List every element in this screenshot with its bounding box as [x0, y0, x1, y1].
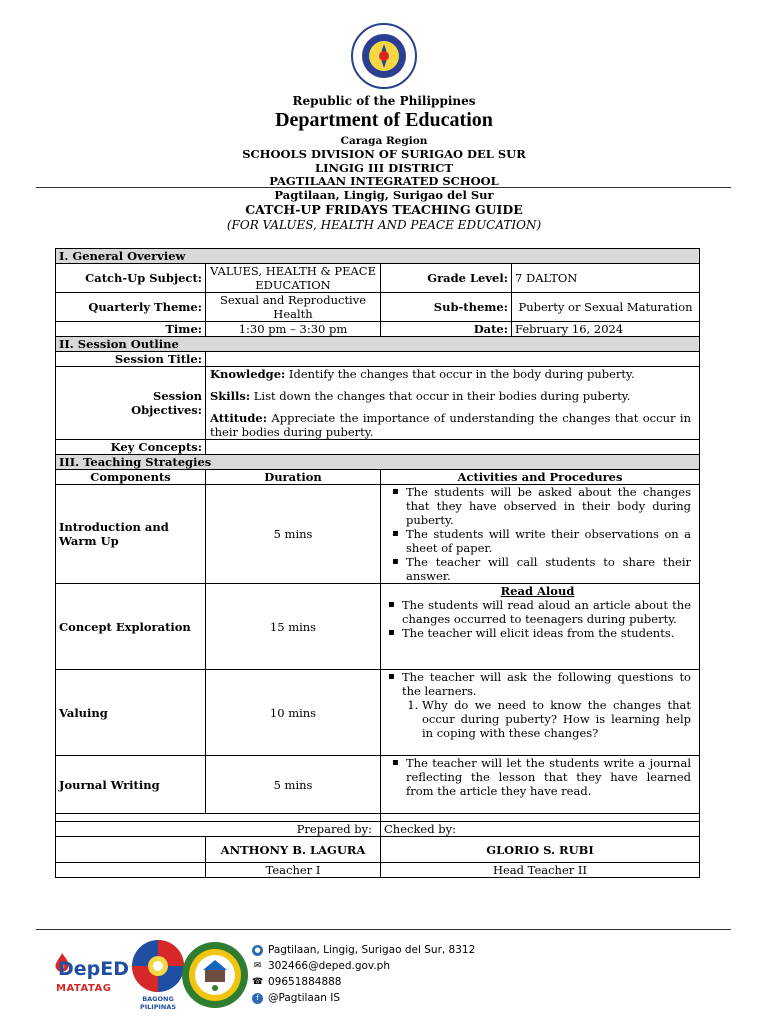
duration-concept: 15 mins: [206, 584, 381, 670]
contact-email: [252, 958, 475, 974]
session-title-value: [206, 352, 700, 367]
school-seal-icon: [180, 940, 250, 1010]
skills-label: Skills:: [210, 389, 251, 403]
bagong-pilipinas-text: BAGONG PILIPINAS: [139, 995, 177, 1011]
section-general-overview: I. General Overview: [56, 249, 700, 264]
activities-valuing: [381, 670, 700, 756]
component-valuing: Valuing: [56, 670, 206, 756]
checked-by-label: Checked by:: [381, 822, 700, 837]
list-item: ▪ The students will read aloud an article about the changes occurred to teenagers during puberty.: [402, 598, 691, 626]
col-components: Components: [56, 470, 206, 485]
section-session-outline: II. Session Outline: [56, 337, 700, 352]
document-title: CATCH-UP FRIDAYS TEACHING GUIDE: [245, 202, 523, 217]
facebook-icon: f: [252, 993, 263, 1004]
region-line: Caraga Region: [340, 135, 428, 147]
email-icon: ✉: [253, 960, 262, 971]
duration-journal: 5 mins: [206, 756, 381, 814]
contact-phone-text: 09651884888: [268, 976, 342, 988]
session-title-label: Session Title:: [56, 352, 206, 367]
phone-icon: ☎: [252, 976, 264, 987]
component-journal: Journal Writing: [56, 756, 206, 814]
key-concepts-value: [206, 440, 700, 455]
prepared-by-title: Teacher I: [206, 863, 381, 878]
footer-divider: [36, 929, 731, 930]
time-label: Time:: [56, 322, 206, 337]
objectives-label-line1: Session: [153, 389, 202, 403]
activities-journal: [381, 756, 700, 814]
duration-intro: 5 mins: [206, 485, 381, 584]
objectives-label-line2: Objectives:: [131, 403, 202, 417]
question-item: 1. Why do we need to know the changes that occur during puberty? How is learning help in coping with these changes?: [422, 698, 691, 740]
attitude-label: Attitude:: [210, 411, 267, 425]
spacer-cell: [381, 814, 700, 822]
subtheme-value: Puberty or Sexual Maturation: [512, 293, 700, 322]
section-teaching-strategies: III. Teaching Strategies: [56, 455, 700, 470]
deped-seal-icon: [344, 22, 424, 90]
contact-phone: [252, 974, 475, 990]
time-value: 1:30 pm – 3:30 pm: [206, 322, 381, 337]
republic-line: Republic of the Philippines: [292, 94, 476, 108]
subject-label: Catch-Up Subject:: [56, 264, 206, 293]
grade-label: Grade Level:: [381, 264, 512, 293]
col-duration: Duration: [206, 470, 381, 485]
signature-blank: [56, 863, 206, 878]
subtheme-label: Sub-theme:: [381, 293, 512, 322]
key-concepts-label: Key Concepts:: [56, 440, 206, 455]
checked-by-name: GLORIO S. RUBI: [381, 837, 700, 863]
list-item: ▪ The teacher will call students to share their answer.: [406, 555, 691, 583]
grade-value: 7 DALTON: [512, 264, 700, 293]
contact-facebook: [252, 990, 475, 1006]
deped-wordmark: DepED: [58, 958, 130, 980]
contact-address-text: Pagtilaan, Lingig, Surigao del Sur, 8312: [268, 944, 476, 956]
address-line: Pagtilaan, Lingig, Surigao del Sur: [274, 187, 494, 202]
theme-value: Sexual and Reproductive Health: [206, 293, 381, 322]
prepared-by-label: Prepared by:: [56, 822, 381, 837]
list-item: ▪ The teacher will ask the following questions to the learners.: [402, 670, 691, 698]
subject-value: VALUES, HEALTH & PEACE EDUCATION: [206, 264, 381, 293]
knowledge-text: Identify the changes that occur in the body during puberty.: [285, 367, 635, 381]
objectives-label: [56, 367, 206, 440]
header-divider: [36, 187, 731, 188]
objectives-content: [206, 367, 700, 440]
school-line: PAGTILAAN INTEGRATED SCHOOL: [269, 174, 499, 188]
list-item: ▪ The students will write their observations on a sheet of paper.: [406, 527, 691, 555]
read-aloud-heading: Read Aloud: [500, 584, 575, 598]
knowledge-label: Knowledge:: [210, 367, 286, 381]
department-name: Department of Education: [275, 109, 493, 131]
list-item: ▪ The teacher will elicit ideas from the students.: [402, 626, 691, 640]
list-item: ▪ The teacher will let the students write a journal reflecting the lesson that they have learned from the article they have read.: [406, 756, 691, 798]
component-concept: Concept Exploration: [56, 584, 206, 670]
skills-text: List down the changes that occur in their bodies during puberty.: [250, 389, 631, 403]
letterhead: [0, 22, 768, 202]
component-intro: Introduction and Warm Up: [56, 485, 206, 584]
district-line: LINGIG III DISTRICT: [314, 160, 453, 175]
bagong-pilipinas-logo: [130, 938, 186, 1010]
duration-valuing: 10 mins: [206, 670, 381, 756]
activities-concept: [381, 584, 700, 670]
signature-blank: [56, 837, 206, 863]
location-pin-icon: ●: [252, 945, 263, 956]
deped-matatag-logo: [50, 950, 130, 1010]
division-line: SCHOOLS DIVISION OF SURIGAO DEL SUR: [242, 147, 526, 161]
col-activities: Activities and Procedures: [381, 470, 700, 485]
bagong-pilipinas-icon: [130, 938, 186, 994]
date-value: February 16, 2024: [512, 322, 700, 337]
theme-label: Quarterly Theme:: [56, 293, 206, 322]
activities-intro: [381, 485, 700, 584]
teaching-guide-table: [55, 248, 700, 878]
contact-info: [252, 942, 475, 1006]
attitude-text: Appreciate the importance of understanding the changes that occur in their bodies during puberty.: [210, 411, 691, 439]
checked-by-title: Head Teacher II: [381, 863, 700, 878]
date-label: Date:: [381, 322, 512, 337]
document-subtitle: (FOR VALUES, HEALTH AND PEACE EDUCATION): [226, 218, 542, 232]
contact-facebook-text[interactable]: @Pagtilaan IS: [268, 992, 341, 1004]
contact-address: [252, 942, 475, 958]
spacer-cell: [56, 814, 381, 822]
contact-email-text[interactable]: 302466@deped.gov.ph: [268, 960, 390, 972]
prepared-by-name: ANTHONY B. LAGURA: [206, 837, 381, 863]
matatag-wordmark: MATATAG: [56, 983, 112, 994]
list-item: ▪ The students will be asked about the changes that they have observed in their body during puberty.: [406, 485, 691, 527]
